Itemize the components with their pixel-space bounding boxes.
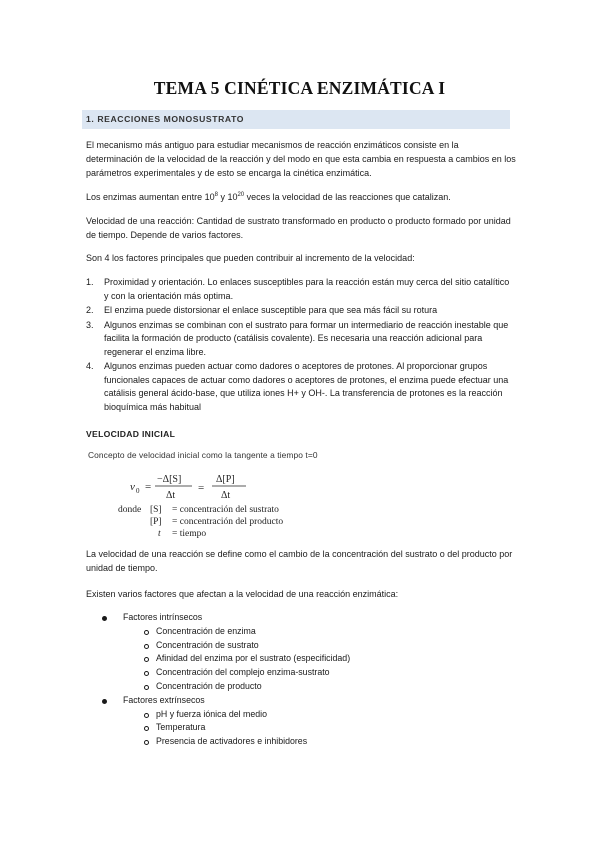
circle-bullet-icon (144, 671, 149, 676)
s-description: = concentración del sustrato (172, 505, 279, 515)
figure-caption: Concepto de velocidad inicial como la tangente a tiempo t=0 (88, 450, 318, 460)
list-item: pH y fuerza iónica del medio (100, 708, 500, 722)
t-description: = tiempo (172, 529, 207, 539)
list-item: Presencia de activadores e inhibidores (100, 735, 500, 749)
bullet-icon (102, 616, 107, 621)
list-item: Concentración de enzima (100, 625, 500, 639)
list-item: Concentración de sustrato (100, 639, 500, 653)
list-item: Concentración del complejo enzima-sustrato (100, 666, 500, 680)
page-title: TEMA 5 CINÉTICA ENZIMÁTICA I (153, 78, 446, 98)
v0-symbol: v (130, 481, 135, 493)
numerator-p: Δ[P] (216, 474, 235, 485)
p-symbol: [P] (150, 517, 162, 527)
circle-bullet-icon (144, 685, 149, 690)
list-item: Concentración de producto (100, 680, 500, 694)
exponent-8: 8 (214, 192, 218, 198)
list-item: 3. Algunos enzimas se combinan con el sustrato para formar un intermediario de reacción inestable que facilita la formación de producto (catálisis covalente). Es necesaria una reacción adicional para regenerar el enzima libre. (86, 319, 509, 357)
t-symbol: t (158, 529, 161, 539)
circle-bullet-icon (144, 740, 149, 745)
paragraph-enzyme-rate: Los enzimas aumentan entre $10^8$ y $10^{20}$ veces la velocidad de las reacciones que catalizan. (86, 192, 451, 202)
numbered-factor-list (86, 276, 514, 414)
paragraph-rate-definition: Velocidad de una reacción: Cantidad de sustrato transformado en producto o producto formado por unidad de tiempo. Depende de varios factores. (86, 216, 511, 240)
p-description: = concentración del producto (172, 517, 284, 527)
denominator-2: Δt (221, 490, 231, 501)
circle-bullet-icon (144, 713, 149, 718)
v0-subscript: 0 (136, 487, 140, 495)
list-item: 4. Algunos enzimas pueden actuar como dadores o aceptores de protones. Al proporcionar grupos funcionales capaces de actuar como dadores o aceptores de protones, el enzima puede efectuar una catálisis general ácido-base, que utiliza iones H+ y OH-. La transferencia de protones es la reacción bioquímica más habitual (86, 361, 509, 412)
circle-bullet-icon (144, 644, 149, 649)
denominator-1: Δt (166, 490, 176, 501)
paragraph-velocity-definition: La velocidad de una reacción se define como el cambio de la concentración del sustrato o del producto por unidad de tiempo. (86, 549, 513, 573)
heading-initial-velocity: VELOCIDAD INICIAL (86, 429, 176, 439)
list-item: 2. El enzima puede distorsionar el enlace susceptible para que sea más fácil su rotura (86, 305, 438, 315)
section-heading: 1. REACCIONES MONOSUSTRATO (86, 114, 245, 124)
circle-bullet-icon (144, 726, 149, 731)
list-item-extrinsic: Factores extrínsecos (100, 694, 500, 708)
list-item: Afinidad del enzima por el sustrato (especificidad) (100, 652, 500, 666)
velocity-formula (86, 450, 356, 542)
formula-figure (86, 450, 356, 542)
circle-bullet-icon (144, 630, 149, 635)
paragraph-intro: El mecanismo más antiguo para estudiar mecanismos de reacción enzimáticos consiste en la determinación de la velocidad de la reacción y del modo en que esta cambia en respuesta a cambios en los parámetros experimentales y de esto se encarga la cinética enzimática. (86, 140, 516, 178)
numerator-s: −Δ[S] (157, 474, 182, 485)
circle-bullet-icon (144, 657, 149, 662)
list-item-intrinsic: Factores intrínsecos (100, 611, 500, 625)
list-item: Temperatura (100, 721, 500, 735)
s-symbol: [S] (150, 505, 162, 515)
donde-label: donde (118, 505, 142, 515)
exponent-20: 20 (237, 192, 245, 198)
section-heading-bar (82, 110, 510, 129)
paragraph-factors-affecting: Existen varios factores que afectan a la velocidad de una reacción enzimática: (86, 589, 399, 599)
bullet-icon (102, 699, 107, 704)
equals-1: = (145, 481, 152, 493)
list-item: 1. Proximidad y orientación. Lo enlaces susceptibles para la reacción están muy cerca del sitio catalítico y con la orientación más optima. (86, 277, 510, 301)
paragraph-factors-intro: Son 4 los factores principales que pueden contribuir al incremento de la velocidad: (86, 253, 415, 263)
factor-bullet-list (100, 611, 500, 749)
equals-2: = (198, 482, 205, 494)
